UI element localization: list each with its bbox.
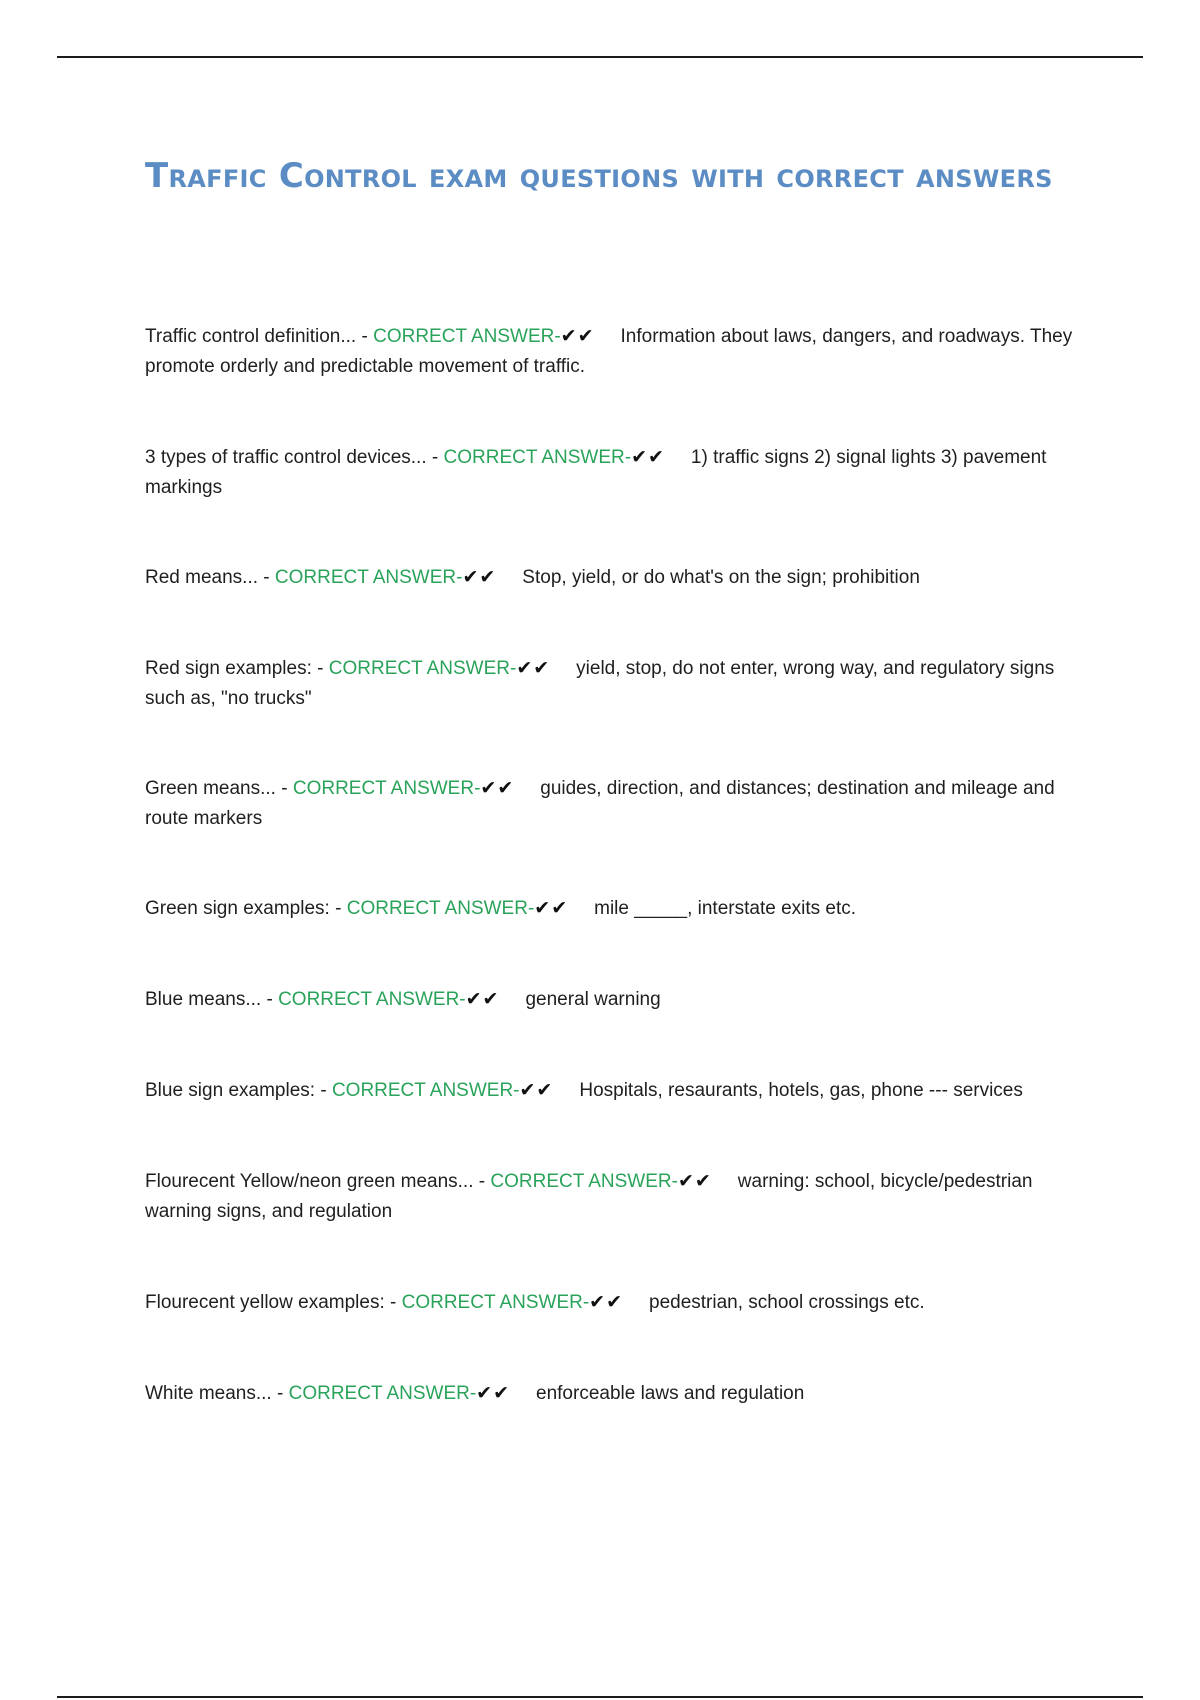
qa-item <box>145 443 1090 503</box>
answer-separator: - <box>473 1171 491 1192</box>
answer-text: pedestrian, school crossings etc. <box>649 1292 925 1313</box>
qa-item <box>145 1379 1090 1409</box>
correct-answer-label: CORRECT ANSWER <box>278 989 460 1010</box>
correct-answer-label: CORRECT ANSWER <box>373 326 555 347</box>
answer-label-suffix: - <box>474 778 481 799</box>
answer-text: warning: school, bicycle/pedestrian warning signs, and regulation <box>145 1171 1033 1222</box>
correct-answer-label: CORRECT ANSWER <box>443 447 625 468</box>
answer-text: yield, stop, do not enter, wrong way, and regulatory signs such as, "no trucks" <box>145 658 1055 709</box>
answer-label-suffix: - <box>510 658 517 679</box>
qa-item <box>145 1167 1090 1227</box>
answer-separator: - <box>315 1080 332 1101</box>
answer-label-suffix: - <box>624 447 632 468</box>
answer-label-suffix: - <box>582 1292 590 1313</box>
qa-item <box>145 654 1090 714</box>
qa-item <box>145 563 1090 593</box>
correct-answer-label: CORRECT ANSWER <box>346 898 528 919</box>
qa-item <box>145 985 1090 1015</box>
correct-answer-label: CORRECT ANSWER <box>328 658 510 679</box>
checkmark-icon: ✔✔ <box>516 658 551 679</box>
answer-separator: - <box>329 898 347 919</box>
correct-answer-label: CORRECT ANSWER <box>401 1292 583 1313</box>
question-text: Flourecent Yellow/neon green means... <box>145 1171 474 1192</box>
answer-label-suffix: - <box>527 898 535 919</box>
question-text: Blue means... <box>145 989 262 1010</box>
answer-text: Stop, yield, or do what's on the sign; prohibition <box>522 567 920 588</box>
qa-item <box>145 1076 1090 1106</box>
answer-separator: - <box>275 778 293 799</box>
checkmark-icon: ✔✔ <box>631 447 665 468</box>
qa-item <box>145 1288 1090 1318</box>
qa-item <box>145 322 1090 382</box>
answer-separator: - <box>271 1383 289 1404</box>
document-title: Traffic Control exam questions with correct answers <box>145 156 1053 196</box>
checkmark-icon: ✔✔ <box>480 778 515 799</box>
answer-text: mile _____, interstate exits etc. <box>594 898 857 919</box>
correct-answer-label: CORRECT ANSWER <box>274 567 457 588</box>
answer-separator: - <box>261 989 279 1010</box>
checkmark-icon: ✔✔ <box>519 1080 554 1101</box>
checkmark-icon: ✔✔ <box>465 989 500 1010</box>
qa-item <box>145 894 1090 924</box>
answer-text: 1) traffic signs 2) signal lights 3) pavement markings <box>145 447 1047 498</box>
checkmark-icon: ✔✔ <box>534 898 569 919</box>
question-text: Blue sign examples: <box>145 1080 316 1101</box>
answer-text: general warning <box>525 989 661 1010</box>
question-text: White means... <box>145 1383 272 1404</box>
question-text: Green sign examples: <box>145 898 330 919</box>
answer-text: Hospitals, resaurants, hotels, gas, phone --- services <box>579 1080 1023 1101</box>
answer-label-suffix: - <box>456 567 463 588</box>
answer-label-suffix: - <box>513 1080 520 1101</box>
checkmark-icon: ✔✔ <box>476 1383 511 1404</box>
answer-separator: - <box>311 658 329 679</box>
checkmark-icon: ✔✔ <box>560 326 595 347</box>
answer-text: Information about laws, dangers, and roadways. They promote orderly and predictable movement of traffic. <box>145 326 1073 377</box>
footer-rule <box>57 1696 1143 1698</box>
question-text: 3 types of traffic control devices... <box>145 447 427 468</box>
question-text: Traffic control definition... <box>145 326 357 347</box>
answer-label-suffix: - <box>671 1171 678 1192</box>
answer-separator: - <box>356 326 374 347</box>
answer-text: guides, direction, and distances; destination and mileage and route markers <box>145 778 1055 829</box>
question-text: Red sign examples: <box>145 658 312 679</box>
correct-answer-label: CORRECT ANSWER <box>331 1080 514 1101</box>
question-text: Flourecent yellow examples: <box>145 1292 385 1313</box>
checkmark-icon: ✔✔ <box>589 1292 624 1313</box>
header-rule <box>57 56 1143 58</box>
qa-item <box>145 774 1090 834</box>
answer-text: enforceable laws and regulation <box>536 1383 805 1404</box>
correct-answer-label: CORRECT ANSWER <box>490 1171 672 1192</box>
answer-separator: - <box>384 1292 402 1313</box>
answer-label-suffix: - <box>469 1383 477 1404</box>
answer-label-suffix: - <box>554 326 561 347</box>
checkmark-icon: ✔✔ <box>677 1171 712 1192</box>
checkmark-icon: ✔✔ <box>462 567 497 588</box>
question-text: Green means... <box>145 778 276 799</box>
answer-separator: - <box>258 567 275 588</box>
answer-label-suffix: - <box>459 989 466 1010</box>
correct-answer-label: CORRECT ANSWER <box>288 1383 470 1404</box>
correct-answer-label: CORRECT ANSWER <box>292 778 475 799</box>
question-text: Red means... <box>145 567 258 588</box>
answer-separator: - <box>426 447 444 468</box>
